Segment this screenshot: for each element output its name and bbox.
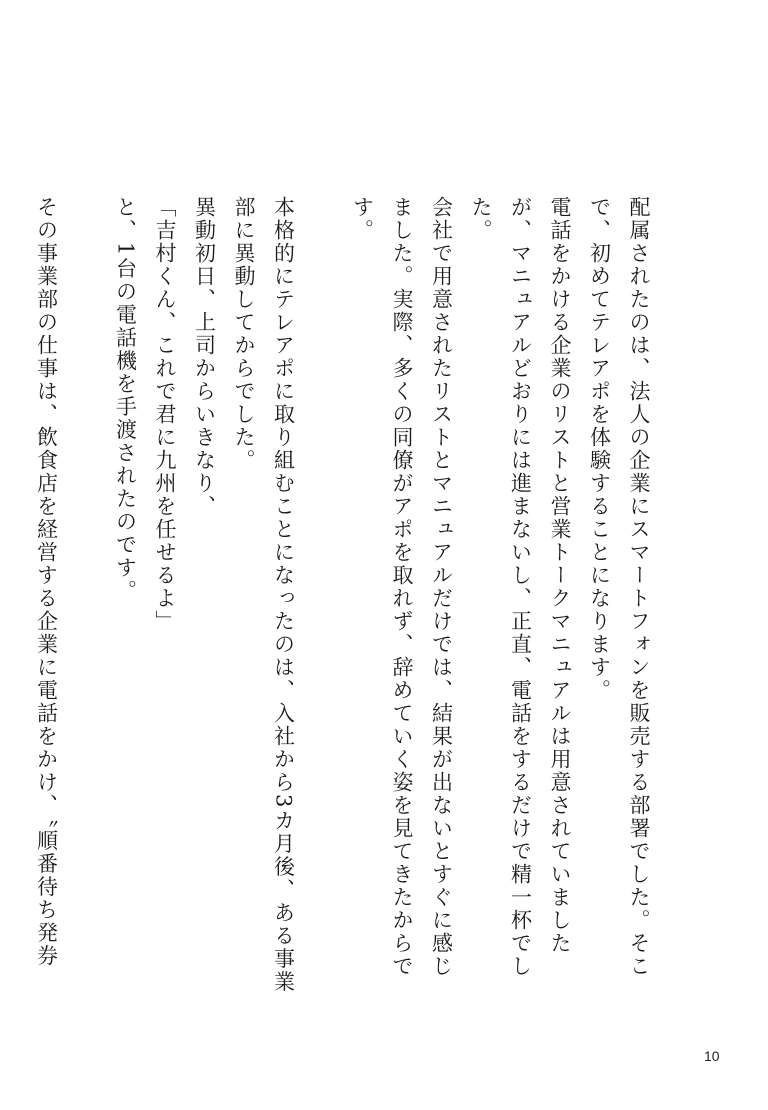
body-text [26,196,658,996]
paragraph-2: 電話をかける企業のリストと営業トークマニュアルは用意されていましたが、マニュアルどおりには進まないし、正直、電話をするだけで精一杯でした。 [469,196,572,978]
paragraph-6-quote: 「吉村くん、これで君に九州を任せるよ」 [153,196,177,633]
section-break [303,196,343,996]
section-break [66,196,106,996]
paragraph-3: 会社で用意されたリストとマニュアルだけでは、結果が出ないとすぐに感じました。実際、多くの同僚がアポを取れず、辞めていく姿を見てきたからです。 [350,196,454,978]
paragraph-7: と、1台の電話機を手渡されたのです。 [113,196,138,603]
paragraph-8: その事業部の仕事は、飲食店を経営する企業に電話をかけ、〝順番待ち発券 [34,196,59,968]
page-number: 10 [704,1048,720,1064]
paragraph-1: 配属されたのは、法人の企業にスマートフォンを販売する部署でした。そこで、初めてテレアポを体験することになります。 [587,196,651,978]
paragraph-4: 本格的にテレアポに取り組むことになったのは、入社から3カ月後、ある事業部に異動してからでした。 [232,196,296,994]
paragraph-5: 異動初日、上司からいきなり、 [192,196,217,518]
